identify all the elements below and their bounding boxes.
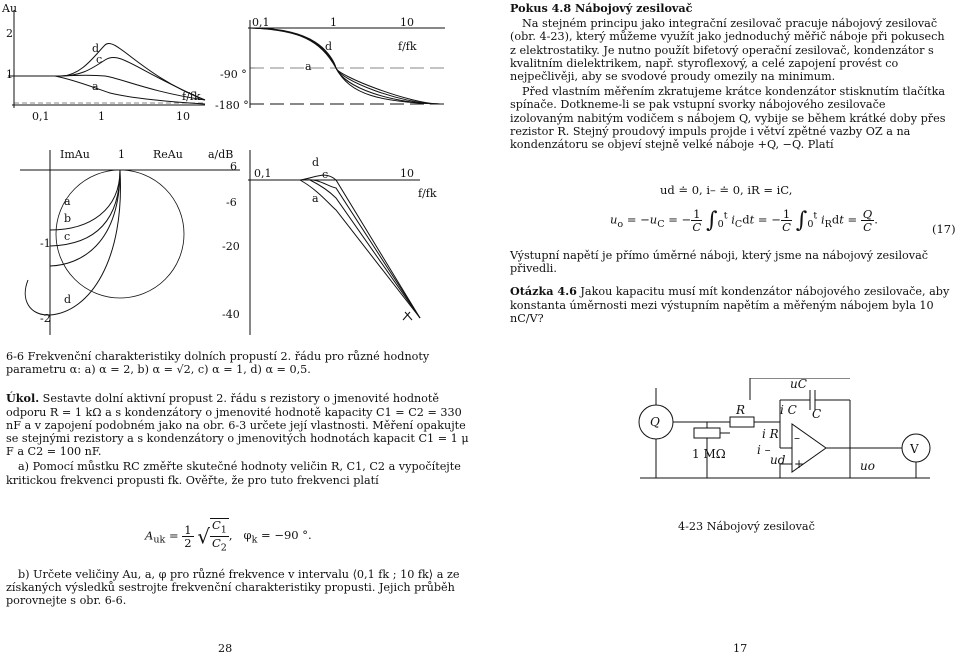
svg-text:i –: i – xyxy=(757,443,771,457)
figure-6-6 xyxy=(0,0,480,345)
label-ffk2: f/fk xyxy=(398,40,417,53)
curve-d: d xyxy=(92,42,100,55)
tick-q01: 0,1 xyxy=(254,167,272,180)
curve-c: c xyxy=(96,53,103,66)
tick-10: 10 xyxy=(176,110,190,123)
curve-d2: d xyxy=(325,40,333,53)
equation-2: $u_o = -u_C$ = − $\frac{1}{C}$ $\int_0^t$ $i_Cdt$ = − $\frac{1}{C}$ $\int_0^t$ $i_Rdt$ = $\frac{Q}{C}$ . xyxy=(610,207,878,234)
svg-text:uC: uC xyxy=(790,378,807,391)
tick-6: 6 xyxy=(230,160,237,173)
task-b: b) Určete veličiny Au, a, φ pro různé frekvence v intervalu ⟨0,1 fk ; 10 fk⟩ a ze získaných výsledků sestrojte frekvenční charakteristiky propusti. Jejich průběh porovnejte s obr. 6-6. xyxy=(6,568,460,608)
label-90: -90 ° xyxy=(220,68,247,81)
question-text: Jakou kapacitu musí mít kondenzátor nábojového zesilovače, aby konstanta úměrnosti mezi výstupním napětím a měřeným nábojem byla 10 nC/V? xyxy=(510,285,950,325)
svg-text:1 MΩ: 1 MΩ xyxy=(692,447,726,461)
svg-text:i C: i C xyxy=(780,403,797,417)
label-adb: a/dB xyxy=(208,148,234,161)
svg-text:Q: Q xyxy=(650,415,660,429)
tick-m6: -6 xyxy=(226,196,237,209)
curve-c3: c xyxy=(64,230,71,243)
tick-m2: -2 xyxy=(40,312,51,325)
svg-text:i R: i R xyxy=(762,427,779,441)
svg-text:uo: uo xyxy=(860,459,875,473)
figure-caption: 6-6 Frekvenční charakteristiky dolních propustí 2. řádu pro různé hodnoty parametru α: a) α = 2, b) α = √2, c) α = 1, d) α = 0,5. xyxy=(6,350,430,377)
tick-01: 0,1 xyxy=(32,110,50,123)
left-text-block xyxy=(6,350,472,489)
task-b-block xyxy=(6,568,472,610)
task-heading: Úkol. xyxy=(6,391,40,406)
svg-text:+: + xyxy=(794,457,805,471)
tick-n1: 1 xyxy=(118,148,125,161)
tick-m20: -20 xyxy=(222,240,240,253)
curve-d4: d xyxy=(312,156,320,169)
curve-d3: d xyxy=(64,293,72,306)
curve-c4: c xyxy=(322,168,329,181)
label-re: ReAu xyxy=(153,148,183,161)
curve-b3: b xyxy=(64,212,72,225)
task-a: a) Pomocí můstku RC změřte skutečné hodnoty veličin R, C1, C2 a vypočítejte kritickou frekvenci propusti fk. Ověřte, že pro tuto frekvenci platí xyxy=(6,460,461,487)
right-text-block xyxy=(510,2,950,153)
page-number-right: 17 xyxy=(733,642,748,655)
svg-text:R: R xyxy=(736,403,746,417)
tick-p1: 1 xyxy=(330,16,337,29)
right-text-block-2 xyxy=(510,249,950,327)
tick-1b: 1 xyxy=(98,110,105,123)
para-3: Výstupní napětí je přímo úměrné náboji, který jsme na nábojový zesilovač přivedli. xyxy=(510,249,929,276)
curve-a2: a xyxy=(305,60,312,73)
tick-q10: 10 xyxy=(400,167,414,180)
label-au: Au xyxy=(2,2,18,15)
tick-1: 1 xyxy=(6,68,13,81)
task-text: Sestavte dolní aktivní propust 2. řádu s rezistory o jmenovité hodnotě odporu R = 1 kΩ a s kondenzátory o jmenovité hodnotě kapacity C1 = C2 = 330 nF a v zapojení podobném jako na obr. 6-3 určete její vlastnosti. Měření opakujte se stejnými rezistory a s kondenzátory o jmenovitých hodnotách kapacit C1 = 1 μ F a C2 = 100 nF. xyxy=(6,392,469,459)
tick-2: 2 xyxy=(6,27,13,40)
para-1: Na stejném principu jako integrační zesilovač pracuje nábojový zesilovač (obr. 4-23), který můžeme využít jako jednoduchý měřič náboje při pokusech z elektrostatiky. Je nutno použít bifetový operační zesilovač, kondenzátor s kvalitním dielektrikem, např. styroflexový, a celé zapojení provést co nejpečlivěji, aby se svodové proudy omezily na minimum. xyxy=(510,17,945,84)
svg-text:–: – xyxy=(794,431,800,445)
label-ffk3: f/fk xyxy=(418,187,437,200)
curve-a4: a xyxy=(312,192,319,205)
svg-text:C: C xyxy=(812,407,822,421)
question xyxy=(510,285,950,325)
formula-auk: $A_{uk}$ = $\frac{1}{2}$ √ $\frac{C_1}{C_2}$ , $\varphi_k = -90$ °. xyxy=(145,518,312,554)
section-heading: Pokus 4.8 Nábojový zesilovač xyxy=(510,1,693,15)
tick-m1: -1 xyxy=(40,237,51,250)
circuit-diagram xyxy=(630,378,960,498)
question-heading: Otázka 4.6 xyxy=(510,284,577,299)
svg-text:V: V xyxy=(910,442,919,456)
label-ffk1: f/fk xyxy=(182,90,201,103)
tick-m40: -40 xyxy=(222,308,240,321)
page-number-left: 28 xyxy=(218,642,233,655)
label-180: -180 ° xyxy=(215,99,249,112)
tick-p10: 10 xyxy=(400,16,414,29)
equation-number: (17) xyxy=(932,222,956,236)
curve-a: a xyxy=(92,80,99,93)
tick-p01: 0,1 xyxy=(252,16,270,29)
curve-a3: a xyxy=(64,195,71,208)
svg-text:ud: ud xyxy=(770,453,786,467)
circuit-caption: 4-23 Nábojový zesilovač xyxy=(678,520,815,533)
label-im: ImAu xyxy=(60,148,90,161)
para-2: Před vlastním měřením zkratujeme krátce kondenzátor stisknutím tlačítka spínače. Dotkneme-li se pak vstupní svorky nábojového zesilovače izolovaným nabitým vodičem s nábojem Q, vybije se během krátké doby přes rezistor R. Stejný proudový impuls projde i větví zpětné vazby OZ a na kondenzátoru se objeví stejně velké náboje +Q, −Q. Platí xyxy=(510,85,946,152)
equation-1: ud ≐ 0, i– ≐ 0, iR = iC, xyxy=(660,183,793,197)
task-paragraph xyxy=(6,392,472,458)
